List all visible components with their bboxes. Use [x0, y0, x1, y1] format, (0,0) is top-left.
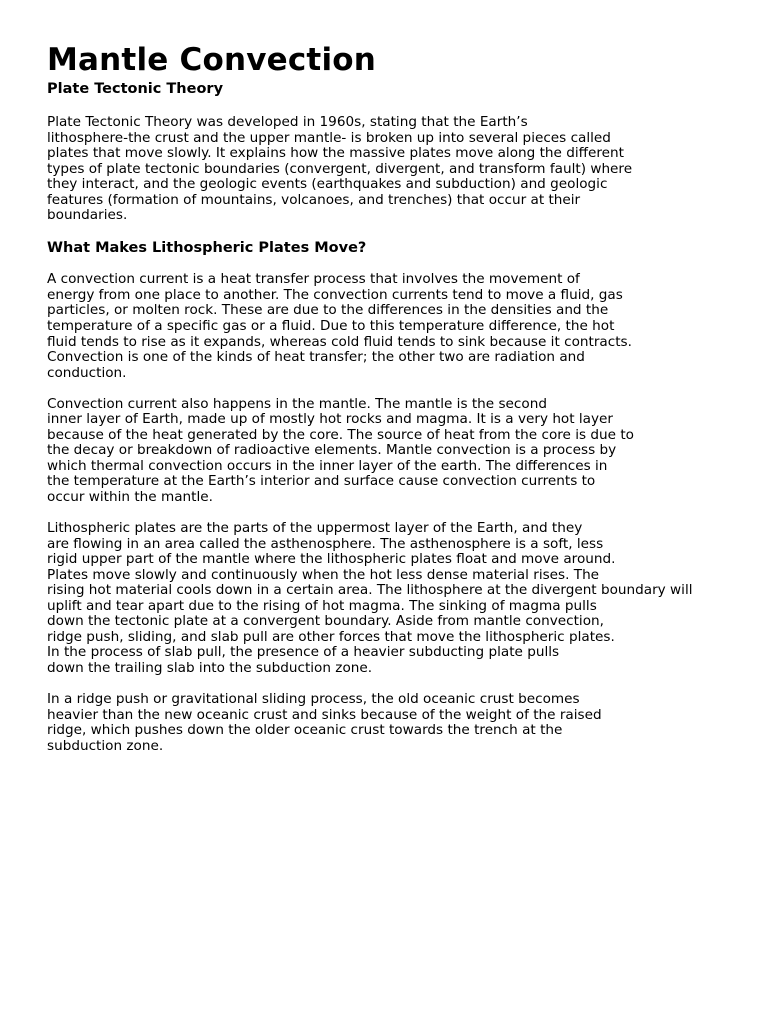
paragraph-line: ridge, which pushes down the older oceanic crust towards the trench at the	[47, 722, 563, 739]
paragraph-line: lithosphere-the crust and the upper mantle- is broken up into several pieces called	[47, 129, 611, 146]
paragraph-line: fluid tends to rise as it expands, whereas cold fluid tends to sink because it contracts.	[47, 333, 632, 350]
convection-current-paragraph	[47, 272, 737, 381]
document-subtitle: Plate Tectonic Theory	[47, 81, 224, 97]
paragraph-line: rigid upper part of the mantle where the lithospheric plates float and move around.	[47, 551, 616, 568]
lithospheric-plates-paragraph	[47, 521, 737, 676]
paragraph-line: particles, or molten rock. These are due to the differences in the densities and the	[47, 302, 609, 319]
paragraph-line: the decay or breakdown of radioactive elements. Mantle convection is a process by	[47, 442, 617, 459]
paragraph-line: Plate Tectonic Theory was developed in 1960s, stating that the Earth’s	[47, 114, 528, 130]
document-title: Mantle Convection	[47, 42, 377, 78]
section-heading: What Makes Lithospheric Plates Move?	[47, 240, 367, 257]
paragraph-line: Plates move slowly and continuously when the hot less dense material rises. The	[47, 566, 600, 583]
paragraph-line: ridge push, sliding, and slab pull are other forces that move the lithospheric plates.	[47, 628, 615, 645]
paragraph-line: because of the heat generated by the core. The source of heat from the core is due to	[47, 426, 634, 443]
paragraph-line: Lithospheric plates are the parts of the uppermost layer of the Earth, and they	[47, 519, 583, 536]
paragraph-line: In a ridge push or gravitational sliding process, the old oceanic crust becomes	[47, 690, 580, 707]
paragraph-line: they interact, and the geologic events (earthquakes and subduction) and geologic	[47, 176, 608, 193]
ridge-push-paragraph	[47, 692, 737, 754]
paragraph-line: Convection current also happens in the mantle. The mantle is the second	[47, 395, 547, 412]
paragraph-line: rising hot material cools down in a certain area. The lithosphere at the divergent boundary will	[47, 582, 693, 599]
paragraph-line: conduction.	[47, 364, 127, 381]
paragraph-line: inner layer of Earth, made up of mostly hot rocks and magma. It is a very hot layer	[47, 411, 614, 428]
paragraph-line: A convection current is a heat transfer process that involves the movement of	[47, 271, 580, 288]
paragraph-line: features (formation of mountains, volcanoes, and trenches) that occur at their	[47, 191, 581, 208]
paragraph-line: types of plate tectonic boundaries (convergent, divergent, and transform fault) where	[47, 160, 633, 177]
paragraph-line: temperature of a specific gas or a fluid. Due to this temperature difference, the hot	[47, 317, 615, 334]
paragraph-line: the temperature at the Earth’s interior and surface cause convection currents to	[47, 473, 596, 490]
document-page	[47, 40, 737, 770]
paragraph-line: plates that move slowly. It explains how the massive plates move along the different	[47, 145, 624, 162]
paragraph-line: uplift and tear apart due to the rising of hot magma. The sinking of magma pulls	[47, 597, 597, 614]
paragraph-line: occur within the mantle.	[47, 488, 213, 505]
paragraph-line: are flowing in an area called the asthenosphere. The asthenosphere is a soft, less	[47, 535, 604, 552]
paragraph-line: down the trailing slab into the subduction zone.	[47, 659, 373, 676]
mantle-convection-paragraph	[47, 397, 737, 506]
paragraph-line: which thermal convection occurs in the inner layer of the earth. The differences in	[47, 457, 608, 474]
paragraph-line: subduction zone.	[47, 737, 164, 754]
paragraph-line: heavier than the new oceanic crust and sinks because of the weight of the raised	[47, 706, 602, 723]
paragraph-line: down the tectonic plate at a convergent boundary. Aside from mantle convection,	[47, 613, 604, 630]
paragraph-line: energy from one place to another. The convection currents tend to move a fluid, gas	[47, 286, 623, 303]
paragraph-line: Convection is one of the kinds of heat transfer; the other two are radiation and	[47, 349, 585, 366]
intro-paragraph	[47, 115, 737, 224]
paragraph-line: In the process of slab pull, the presence of a heavier subducting plate pulls	[47, 644, 560, 661]
paragraph-line: boundaries.	[47, 207, 128, 224]
